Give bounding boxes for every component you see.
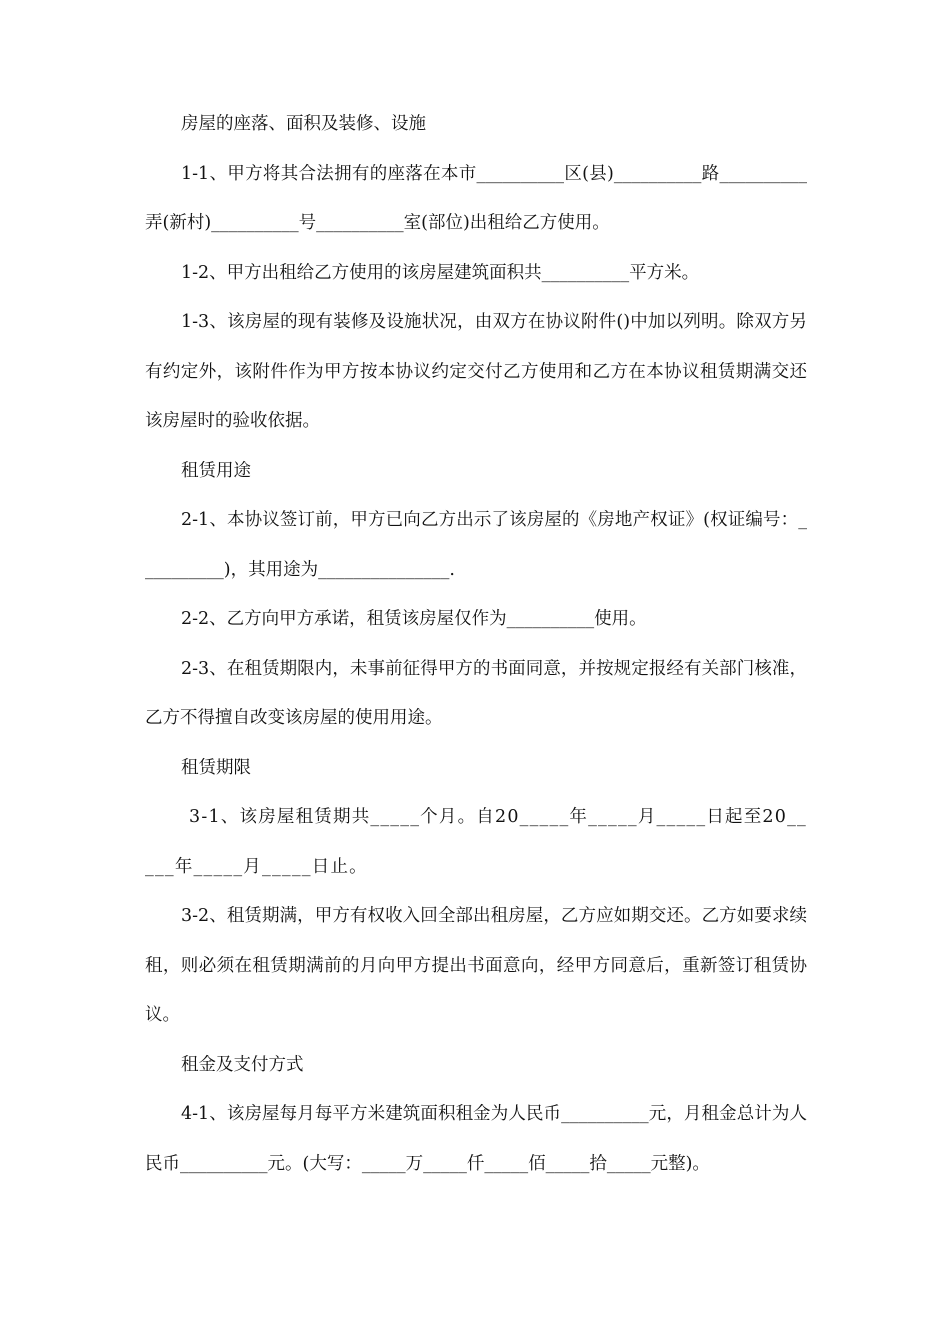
clause-3-2: 3-2、租赁期满，甲方有权收入回全部出租房屋，乙方应如期交还。乙方如要求续租，则必须在租赁期满前的月向甲方提出书面意向，经甲方同意后，重新签订租赁协议。 xyxy=(145,906,807,1025)
section-heading-term: 租赁期限 xyxy=(181,757,251,778)
clause-2-2: 2-2、乙方向甲方承诺，租赁该房屋仅作为__________使用。 xyxy=(181,609,647,629)
clause-2-1: 2-1、本协议签订前，甲方已向乙方出示了该房屋的《房地产权证》(权证编号：__________)，其用途为_______________. xyxy=(145,510,807,580)
clause-4-1: 4-1、该房屋每月每平方米建筑面积租金为人民币__________元，月租金总计为人民币__________元。(大写：_____万_____仟_____佰_____拾_____元整)。 xyxy=(145,1104,807,1174)
section-heading-rent: 租金及支付方式 xyxy=(181,1054,304,1075)
clause-1-2: 1-2、甲方出租给乙方使用的该房屋建筑面积共__________平方米。 xyxy=(181,262,700,283)
document-body xyxy=(145,100,807,1189)
clause-1-1: 1-1、甲方将其合法拥有的座落在本市__________区(县)__________路__________弄(新村)__________号__________室(部位)出租给乙方使用。 xyxy=(145,163,807,233)
clause-3-1: 3-1、该房屋租赁期共_____个月。自20_____年_____月_____日起至20_____年_____月_____日止。 xyxy=(145,807,807,877)
clause-1-3: 1-3、该房屋的现有装修及设施状况，由双方在协议附件()中加以列明。除双方另有约定外，该附件作为甲方按本协议约定交付乙方使用和乙方在本协议租赁期满交还该房屋时的验收依据。 xyxy=(145,312,807,431)
section-heading-purpose: 租赁用途 xyxy=(181,460,251,481)
clause-2-3: 2-3、在租赁期限内，未事前征得甲方的书面同意，并按规定报经有关部门核准，乙方不得擅自改变该房屋的使用用途。 xyxy=(145,658,807,728)
section-heading-premises: 房屋的座落、面积及装修、设施 xyxy=(181,114,426,134)
